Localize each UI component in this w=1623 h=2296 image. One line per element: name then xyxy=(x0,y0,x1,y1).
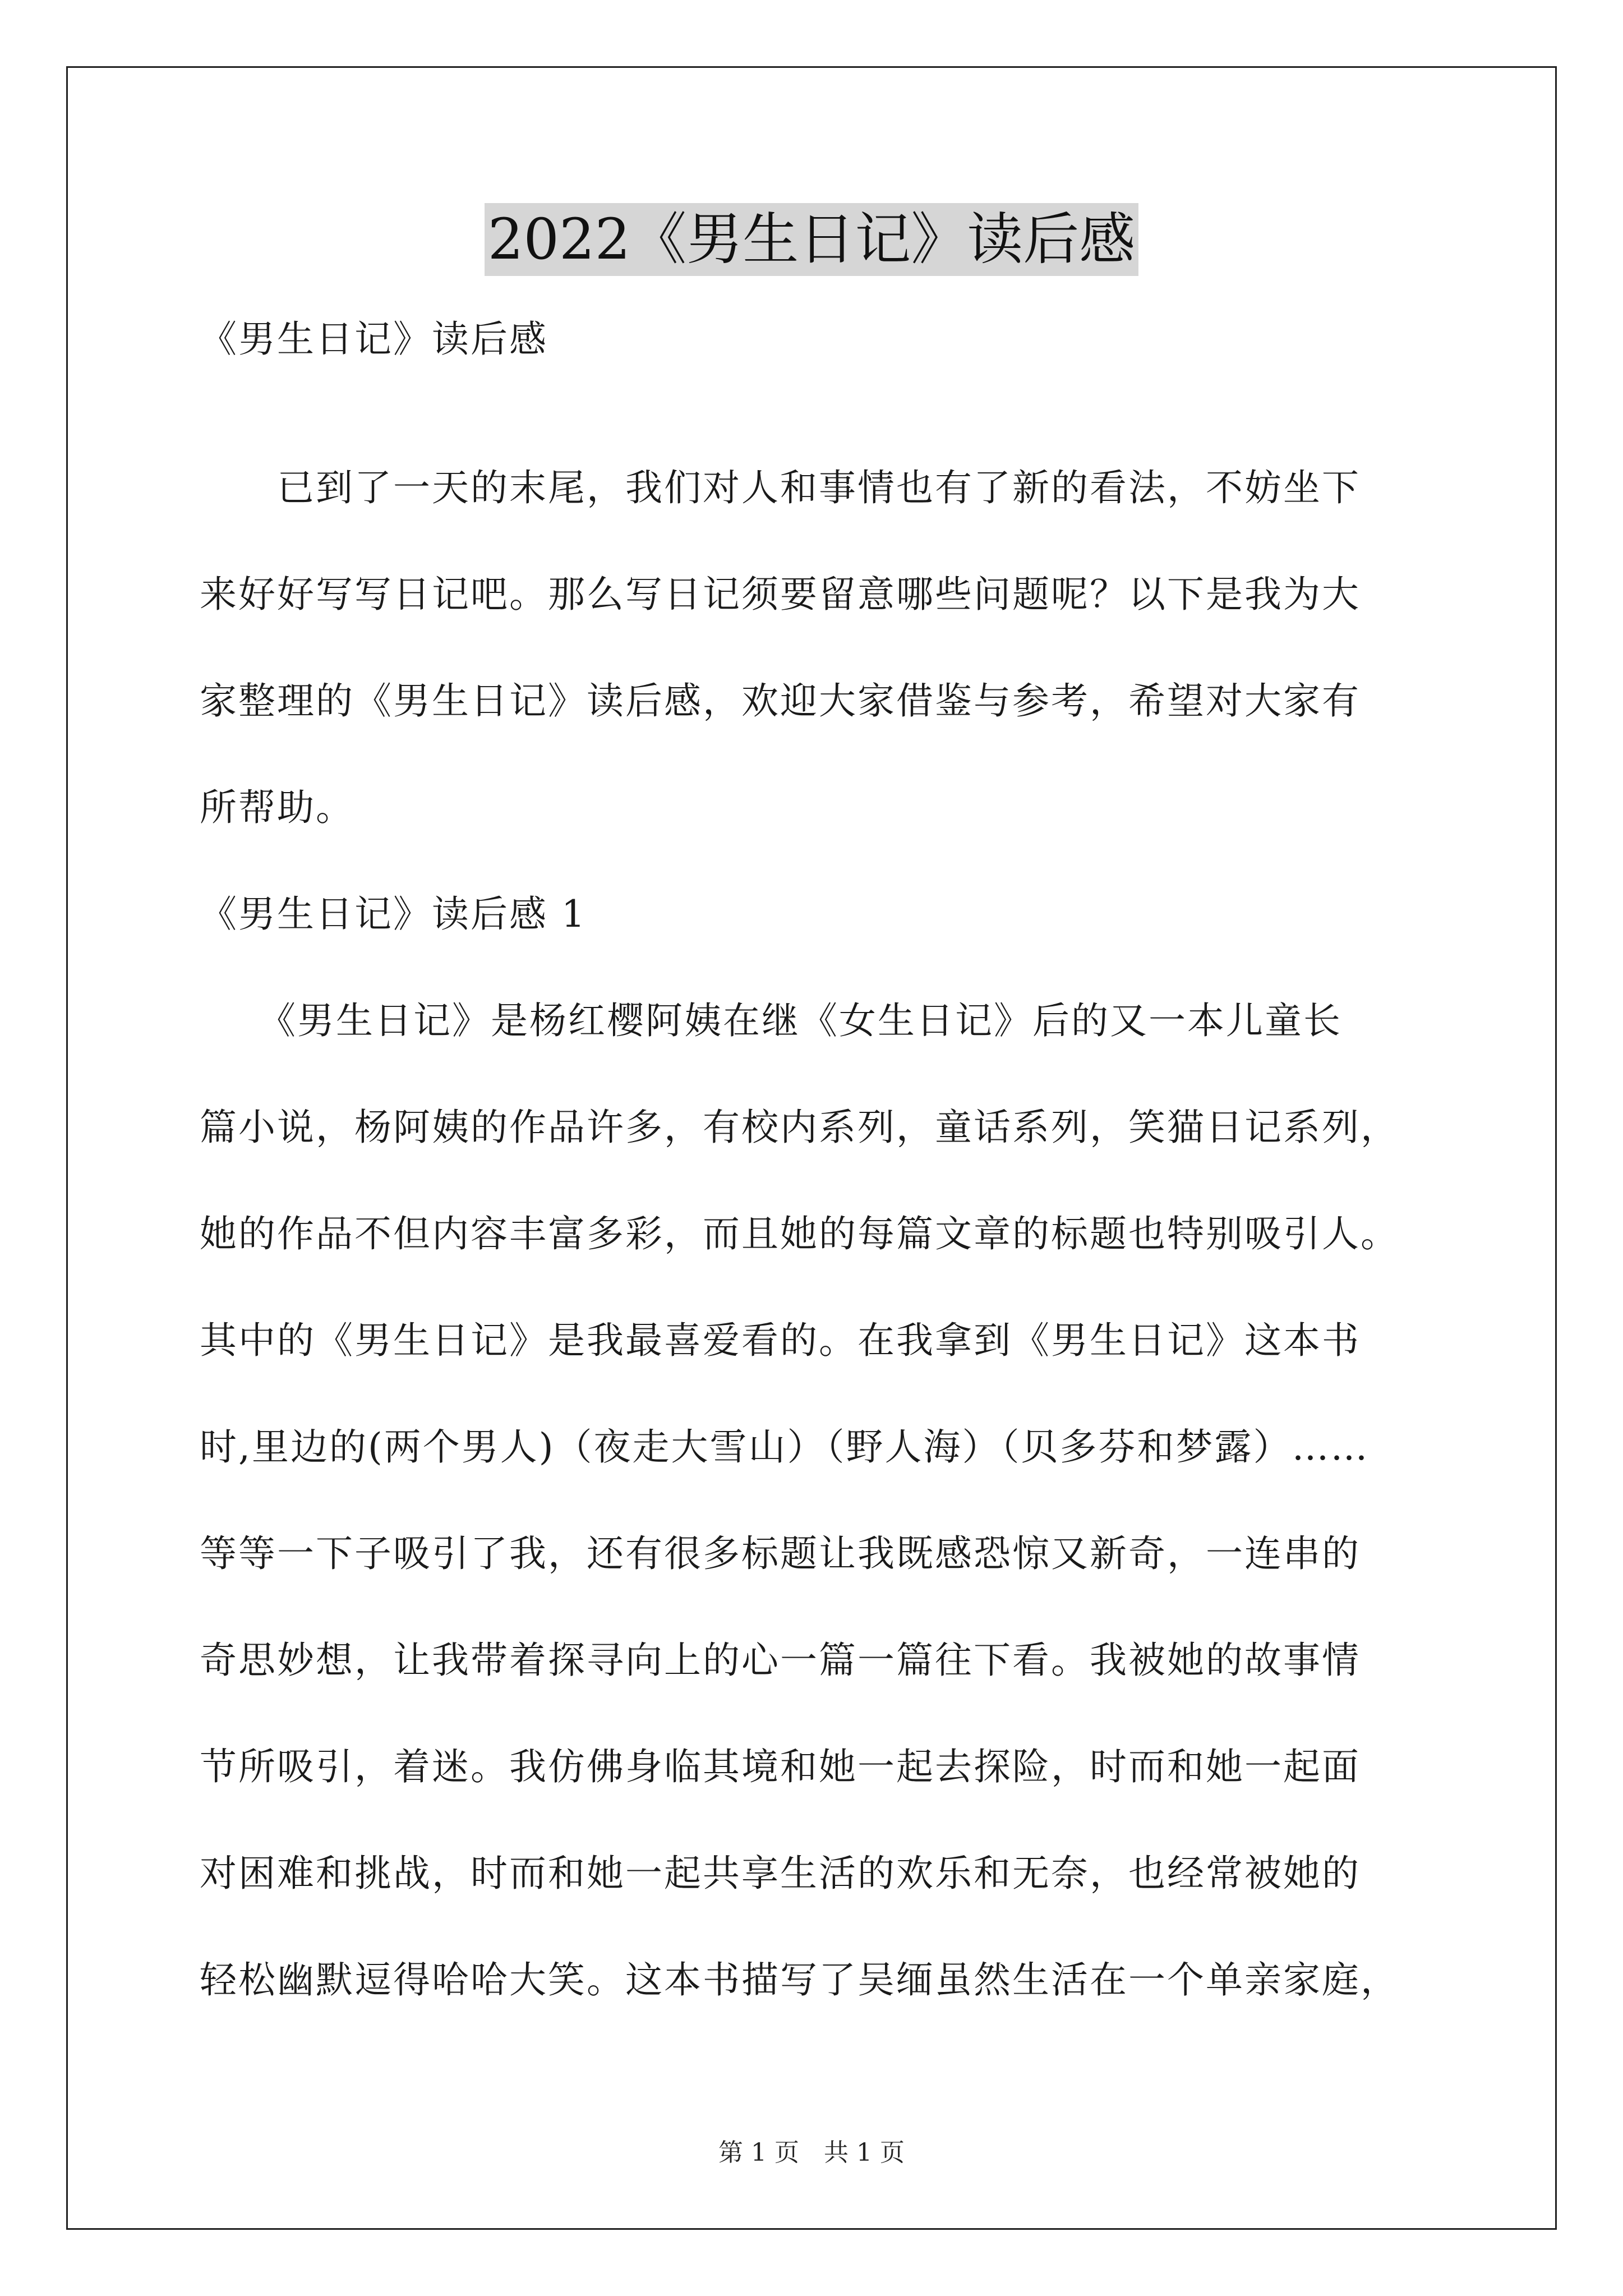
body-line: 已到了一天的末尾，我们对人和事情也有了新的看法，不妨坐下 xyxy=(200,466,1361,509)
body-line: 《男生日记》是杨红樱阿姨在继《女生日记》后的又一本儿童长 xyxy=(200,999,1342,1042)
body-line: 等等一下子吸引了我，还有很多标题让我既感恐惊又新奇，一连串的 xyxy=(200,1532,1361,1575)
body-line: 节所吸引，着迷。我仿佛身临其境和她一起去探险，时而和她一起面 xyxy=(200,1745,1361,1788)
title-wrap xyxy=(0,203,1623,276)
body-line: 时,里边的(两个男人)（夜走大雪山）（野人海）（贝多芬和梦露）…… xyxy=(200,1425,1370,1469)
body-line: 其中的《男生日记》是我最喜爱看的。在我拿到《男生日记》这本书 xyxy=(200,1319,1361,1362)
document-title: 2022《男生日记》读后感 xyxy=(485,203,1139,276)
body-line: 所帮助。 xyxy=(200,786,354,829)
body-line: 她的作品不但内容丰富多彩，而且她的每篇文章的标题也特别吸引人。 xyxy=(200,1212,1399,1255)
body-line: 篇小说，杨阿姨的作品许多，有校内系列，童话系列，笑猫日记系列， xyxy=(200,1106,1399,1149)
body-line: 奇思妙想，让我带着探寻向上的心一篇一篇往下看。我被她的故事情 xyxy=(200,1639,1361,1682)
section-heading: 《男生日记》读后感 1 xyxy=(200,892,587,936)
section-heading: 《男生日记》读后感 xyxy=(200,318,548,361)
page-footer: 第 1 页 共 1 页 xyxy=(718,2138,905,2167)
body-line: 来好好写写日记吧。那么写日记须要留意哪些问题呢？以下是我为大 xyxy=(200,573,1361,616)
body-line: 轻松幽默逗得哈哈大笑。这本书描写了吴缅虽然生活在一个单亲家庭， xyxy=(200,1958,1399,2001)
body-line: 对困难和挑战，时而和她一起共享生活的欢乐和无奈，也经常被她的 xyxy=(200,1852,1361,1895)
body-line: 家整理的《男生日记》读后感，欢迎大家借鉴与参考，希望对大家有 xyxy=(200,679,1361,723)
